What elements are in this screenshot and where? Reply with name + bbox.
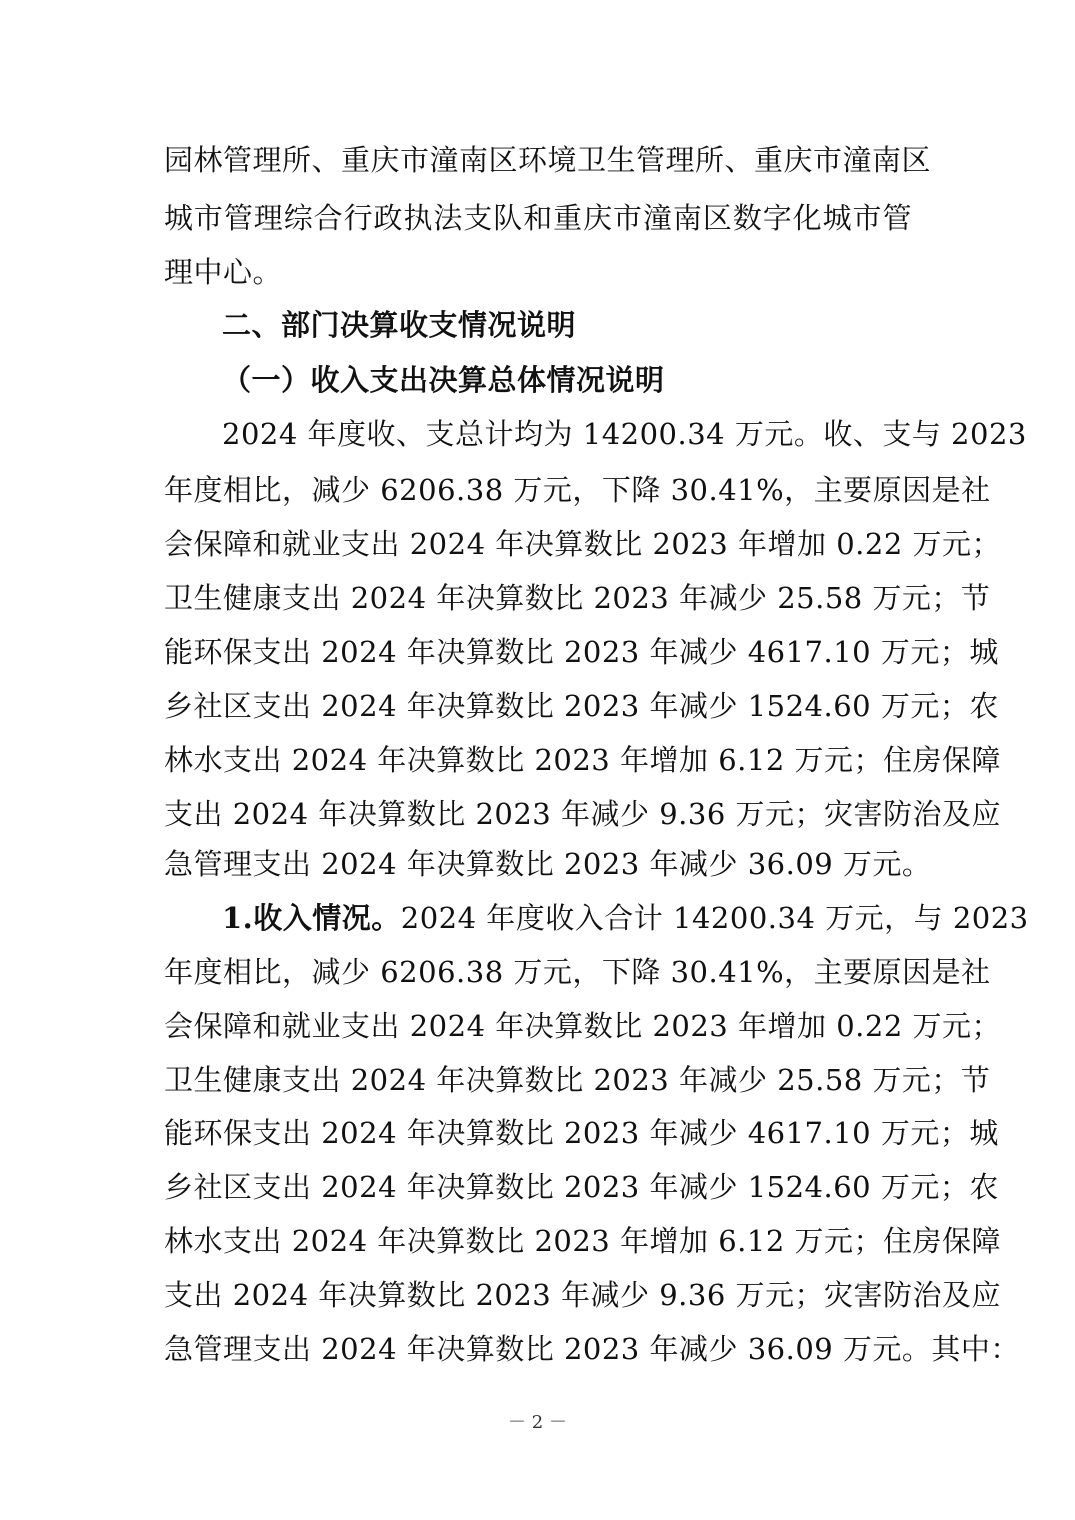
paragraph1-line-7: 林水支出 2024 年决算数比 2023 年增加 6.12 万元；住房保障 [164,743,1001,777]
paragraph1-line-5: 能环保支出 2024 年决算数比 2023 年减少 4617.10 万元；城 [164,635,999,669]
paragraph1-line-1: 2024 年度收、支总计均为 14200.34 万元。收、支与 2023 [222,417,1027,451]
paragraph2-first-rest: 2024 年度收入合计 14200.34 万元，与 2023 [400,901,1029,935]
paragraph2-line-7: 林水支出 2024 年决算数比 2023 年增加 6.12 万元；住房保障 [164,1224,1001,1258]
paragraph1-line-9: 急管理支出 2024 年决算数比 2023 年减少 36.09 万元。 [164,847,932,881]
paragraph1-line-6: 乡社区支出 2024 年决算数比 2023 年减少 1524.60 万元；农 [164,689,999,723]
paragraph1-line-3: 会保障和就业支出 2024 年决算数比 2023 年增加 0.22 万元； [164,527,1001,561]
intro-line-2: 城市管理综合行政执法支队和重庆市潼南区数字化城市管 [164,201,912,235]
paragraph2-line-2: 年度相比，减少 6206.38 万元，下降 30.41%，主要原因是社 [164,955,991,989]
paragraph1-line-2: 年度相比，减少 6206.38 万元，下降 30.41%，主要原因是社 [164,473,991,507]
intro-line-3: 理中心。 [164,255,283,289]
paragraph2-lead: 1.收入情况。 [222,901,401,935]
page-number: － 2 － [508,1412,567,1433]
paragraph2-line-5: 能环保支出 2024 年决算数比 2023 年减少 4617.10 万元；城 [164,1116,999,1150]
paragraph2-line-9: 急管理支出 2024 年决算数比 2023 年减少 36.09 万元。其中： [164,1332,1020,1366]
paragraph1-line-8: 支出 2024 年决算数比 2023 年减少 9.36 万元；灾害防治及应 [164,797,1001,831]
subsection-heading: （一）收入支出决算总体情况说明 [222,363,665,397]
paragraph2-line-1 [222,891,1029,945]
paragraph2-line-8: 支出 2024 年决算数比 2023 年减少 9.36 万元；灾害防治及应 [164,1278,1001,1312]
section-heading: 二、部门决算收支情况说明 [222,308,577,342]
paragraph1-line-4: 卫生健康支出 2024 年决算数比 2023 年减少 25.58 万元；节 [164,581,991,615]
paragraph2-line-3: 会保障和就业支出 2024 年决算数比 2023 年增加 0.22 万元； [164,1009,1001,1043]
paragraph2-line-6: 乡社区支出 2024 年决算数比 2023 年减少 1524.60 万元；农 [164,1170,999,1204]
paragraph2-line-4: 卫生健康支出 2024 年决算数比 2023 年减少 25.58 万元；节 [164,1063,991,1097]
intro-line-1: 园林管理所、重庆市潼南区环境卫生管理所、重庆市潼南区 [164,143,932,177]
